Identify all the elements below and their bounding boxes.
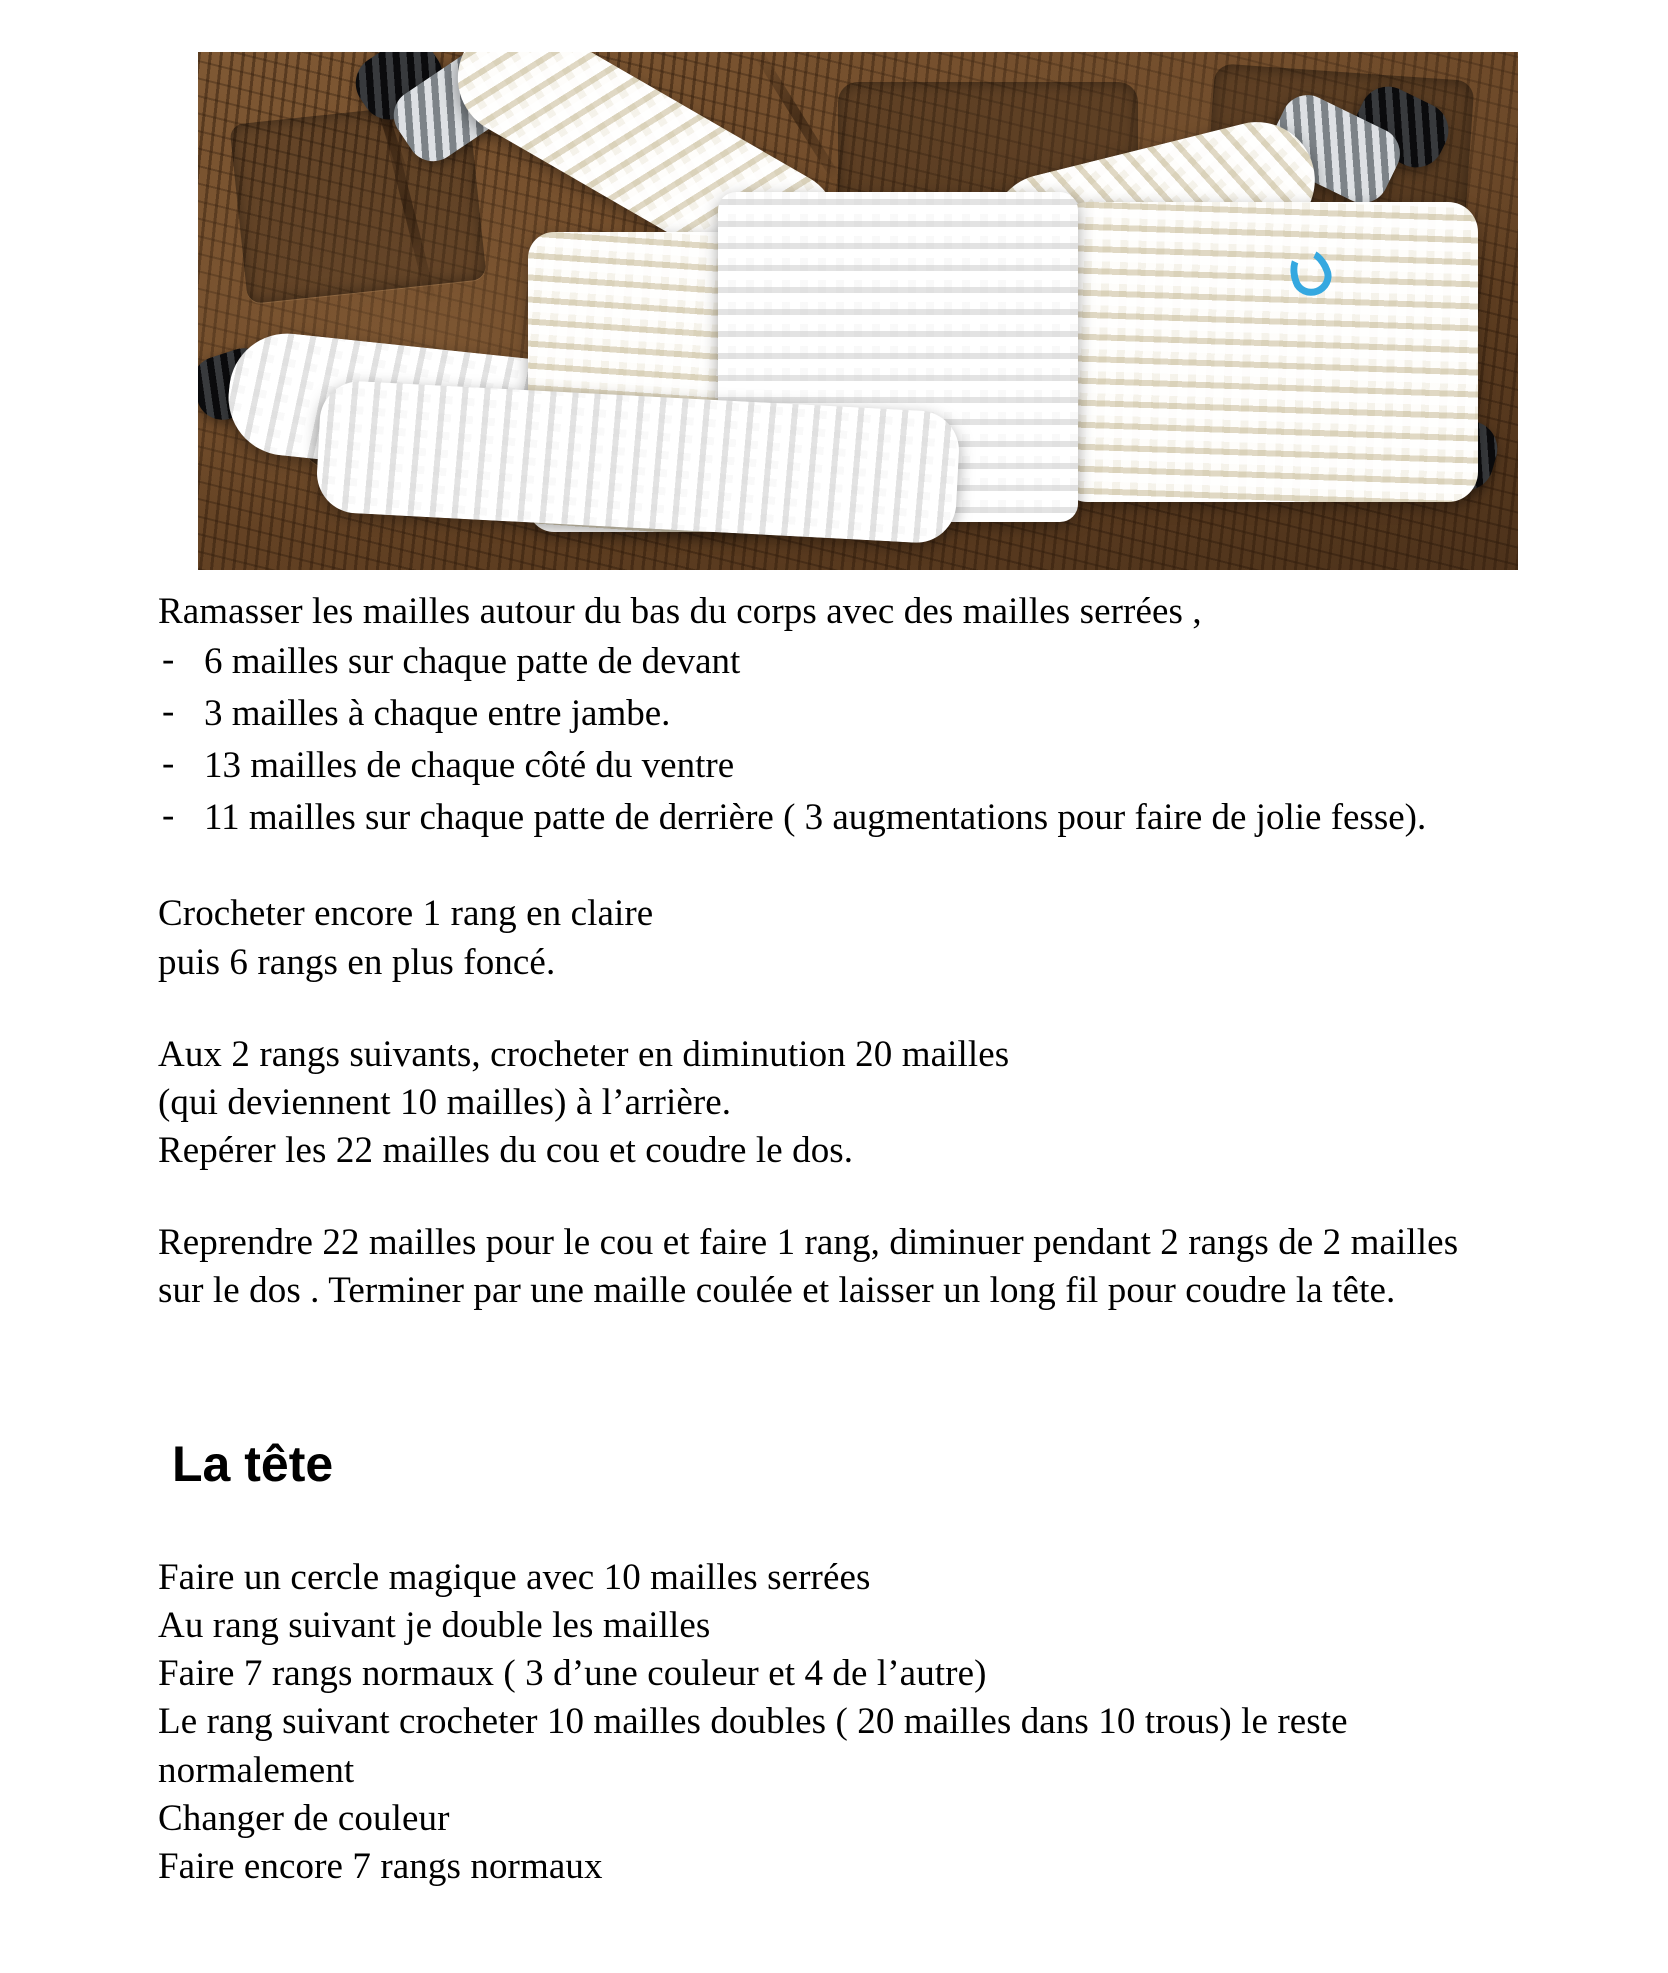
head-instruction-line-2: Au rang suivant je double les mailles xyxy=(158,1605,711,1647)
section-spacer xyxy=(158,1393,1508,1437)
bullet-dash-icon: - xyxy=(162,639,175,681)
body-panel-right-cream xyxy=(1058,202,1478,502)
wooden-table-background xyxy=(198,52,1518,570)
list-item xyxy=(158,742,1508,790)
crochet-sheep-body-photo xyxy=(198,52,1518,570)
bullet-dash-icon: - xyxy=(162,691,175,733)
head-instruction-line-5: Changer de couleur xyxy=(158,1797,450,1839)
head-instruction-line-4: Le rang suivant crocheter 10 mailles doubles ( 20 mailles dans 10 trous) le reste normalement xyxy=(158,1701,1348,1791)
list-item xyxy=(158,794,1508,842)
crochet-rows-line-2: puis 6 rangs en plus foncé. xyxy=(158,941,556,983)
decrease-line-1: Aux 2 rangs suivants, crocheter en diminution 20 mailles xyxy=(158,1033,1010,1075)
decrease-line-3: Repérer les 22 mailles du cou et coudre le dos. xyxy=(158,1129,854,1171)
section-spacer xyxy=(158,1536,1508,1554)
list-item-label: 11 mailles sur chaque patte de derrière ( 3 augmentations pour faire de jolie fesse). xyxy=(204,797,1427,839)
neck-paragraph: Reprendre 22 mailles pour le cou et faire 1 rang, diminuer pendant 2 rangs de 2 mailles sur le dos . Terminer par une maille coulée et laisser un long fil pour coudre la tête. xyxy=(158,1221,1459,1312)
head-instruction-line-6: Faire encore 7 rangs normaux xyxy=(158,1845,603,1887)
section-spacer xyxy=(158,1492,1508,1536)
page-title: La tête xyxy=(172,1436,334,1493)
head-instruction-line-3: Faire 7 rangs normaux ( 3 d’une couleur et 4 de l’autre) xyxy=(158,1653,987,1695)
crochet-rows-line-1: Crocheter encore 1 rang en claire xyxy=(158,893,654,935)
section-spacer xyxy=(158,1315,1508,1393)
paragraph-spacer xyxy=(158,1175,1508,1219)
intro-paragraph: Ramasser les mailles autour du bas du corps avec des mailles serrées , xyxy=(158,591,1202,632)
list-item-label: 13 mailles de chaque côté du ventre xyxy=(204,745,735,787)
list-item-label: 3 mailles à chaque entre jambe. xyxy=(204,693,671,735)
bullet-dash-icon: - xyxy=(162,743,175,785)
document-body xyxy=(158,588,1508,1891)
list-item-label: 6 mailles sur chaque patte de devant xyxy=(204,641,741,683)
list-item xyxy=(158,690,1508,738)
stitch-pickup-list xyxy=(158,638,1508,842)
paragraph-spacer xyxy=(158,987,1508,1031)
paragraph-spacer xyxy=(158,846,1508,890)
decrease-line-2: (qui deviennent 10 mailles) à l’arrière. xyxy=(158,1081,732,1123)
list-item xyxy=(158,638,1508,686)
bullet-dash-icon: - xyxy=(162,795,175,837)
head-instruction-line-1: Faire un cercle magique avec 10 mailles serrées xyxy=(158,1557,871,1599)
